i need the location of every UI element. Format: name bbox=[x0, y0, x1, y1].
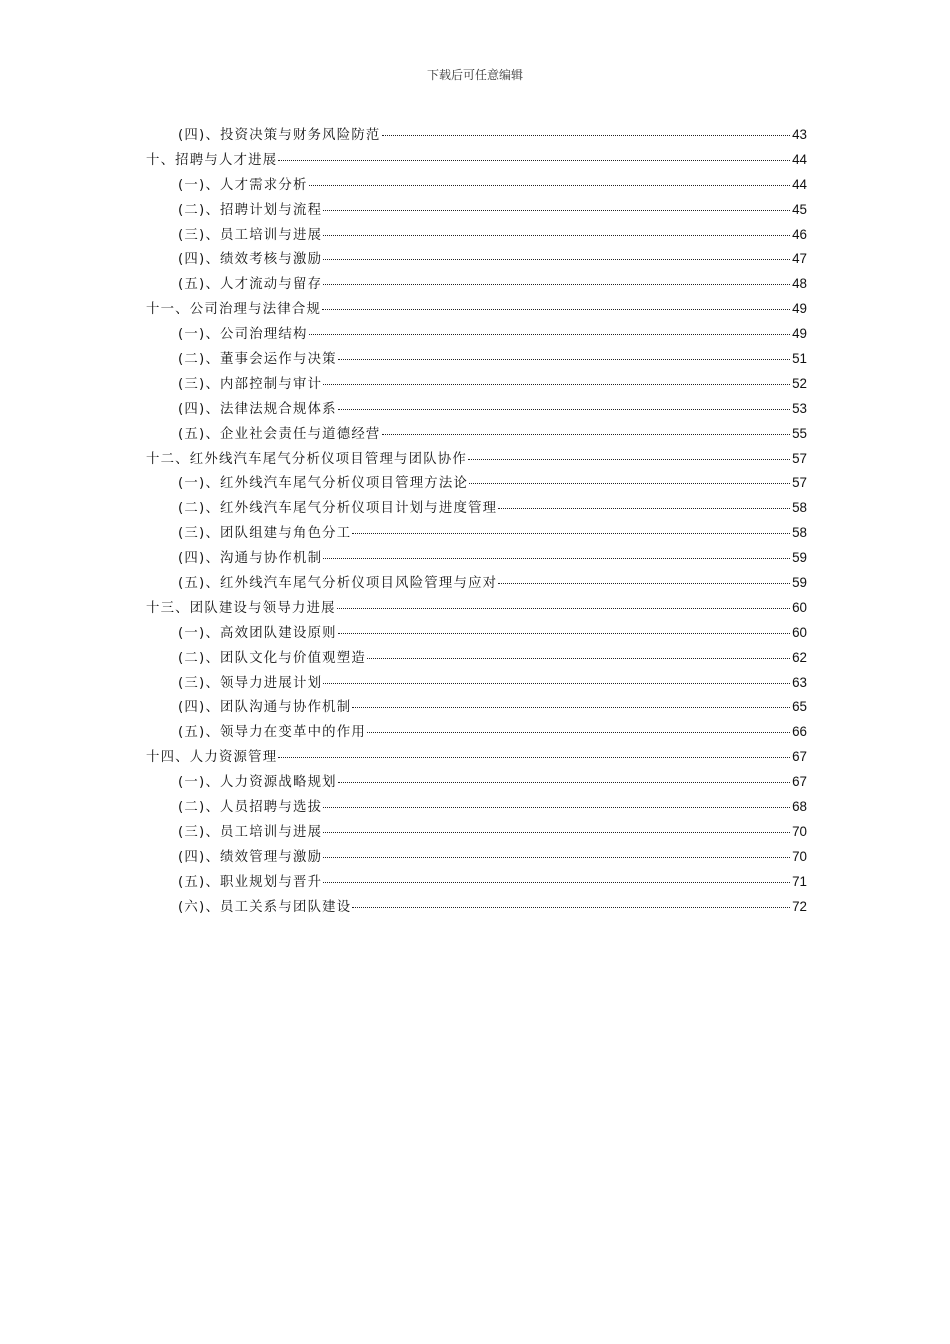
toc-dot-leader bbox=[338, 782, 790, 783]
toc-dot-leader bbox=[337, 608, 790, 609]
toc-entry[interactable] bbox=[146, 796, 807, 821]
toc-entry-page: 67 bbox=[792, 774, 807, 790]
toc-entry-page: 60 bbox=[792, 624, 807, 640]
toc-entry[interactable] bbox=[146, 149, 807, 174]
toc-entry-title: (一)、公司治理结构 bbox=[178, 327, 308, 343]
toc-entry[interactable] bbox=[146, 821, 807, 846]
toc-entry-page: 66 bbox=[792, 724, 807, 740]
toc-entry[interactable] bbox=[146, 199, 807, 224]
toc-entry-page: 44 bbox=[792, 151, 807, 167]
toc-entry-title: 十二、红外线汽车尾气分析仪项目管理与团队协作 bbox=[146, 451, 467, 467]
toc-entry[interactable] bbox=[146, 721, 807, 746]
toc-entry-page: 68 bbox=[792, 799, 807, 815]
toc-entry-title: (六)、员工关系与团队建设 bbox=[178, 899, 352, 915]
toc-entry-title: 十、招聘与人才进展 bbox=[146, 152, 278, 168]
toc-dot-leader bbox=[367, 732, 790, 733]
toc-dot-leader bbox=[382, 135, 791, 136]
toc-entry-title: (四)、法律法规合规体系 bbox=[178, 401, 337, 417]
toc-entry-page: 53 bbox=[792, 400, 807, 416]
toc-entry[interactable] bbox=[146, 248, 807, 273]
toc-dot-leader bbox=[498, 583, 790, 584]
table-of-contents bbox=[146, 124, 807, 921]
toc-entry-page: 65 bbox=[792, 699, 807, 715]
toc-dot-leader bbox=[309, 334, 791, 335]
toc-entry-title: (一)、红外线汽车尾气分析仪项目管理方法论 bbox=[178, 476, 469, 492]
toc-entry-page: 44 bbox=[792, 176, 807, 192]
toc-entry-page: 43 bbox=[792, 127, 807, 142]
toc-entry[interactable] bbox=[146, 124, 807, 149]
toc-entry-title: (五)、人才流动与留存 bbox=[178, 277, 323, 293]
toc-entry-page: 58 bbox=[792, 525, 807, 541]
toc-dot-leader bbox=[323, 857, 790, 858]
toc-entry[interactable] bbox=[146, 672, 807, 697]
toc-entry-page: 46 bbox=[792, 226, 807, 242]
toc-entry[interactable] bbox=[146, 273, 807, 298]
toc-dot-leader bbox=[323, 558, 790, 559]
toc-entry[interactable] bbox=[146, 846, 807, 871]
toc-entry[interactable] bbox=[146, 771, 807, 796]
toc-dot-leader bbox=[278, 757, 790, 758]
toc-entry-page: 71 bbox=[792, 873, 807, 889]
toc-dot-leader bbox=[323, 284, 790, 285]
toc-dot-leader bbox=[309, 185, 791, 186]
toc-entry[interactable] bbox=[146, 348, 807, 373]
toc-entry-title: (五)、红外线汽车尾气分析仪项目风险管理与应对 bbox=[178, 576, 498, 592]
toc-entry-title: 十四、人力资源管理 bbox=[146, 750, 278, 766]
toc-entry-page: 70 bbox=[792, 848, 807, 864]
toc-entry-title: (二)、红外线汽车尾气分析仪项目计划与进度管理 bbox=[178, 501, 498, 517]
toc-entry-title: (一)、人才需求分析 bbox=[178, 177, 308, 193]
toc-dot-leader bbox=[338, 633, 790, 634]
toc-dot-leader bbox=[338, 359, 790, 360]
toc-entry-page: 63 bbox=[792, 674, 807, 690]
toc-entry-title: (三)、内部控制与审计 bbox=[178, 376, 323, 392]
toc-entry-title: 十三、团队建设与领导力进展 bbox=[146, 600, 336, 616]
toc-entry-page: 49 bbox=[792, 326, 807, 342]
toc-dot-leader bbox=[338, 409, 790, 410]
toc-entry[interactable] bbox=[146, 572, 807, 597]
toc-dot-leader bbox=[469, 483, 790, 484]
toc-entry[interactable] bbox=[146, 472, 807, 497]
toc-dot-leader bbox=[322, 309, 790, 310]
toc-dot-leader bbox=[323, 882, 790, 883]
toc-entry[interactable] bbox=[146, 547, 807, 572]
toc-entry-title: (三)、员工培训与进展 bbox=[178, 227, 323, 243]
toc-entry-title: (三)、领导力进展计划 bbox=[178, 675, 323, 691]
toc-entry-page: 72 bbox=[792, 898, 807, 914]
toc-entry[interactable] bbox=[146, 373, 807, 398]
toc-entry-title: (三)、团队组建与角色分工 bbox=[178, 526, 352, 542]
toc-entry-title: (四)、投资决策与财务风险防范 bbox=[178, 128, 381, 143]
toc-entry-page: 48 bbox=[792, 276, 807, 292]
toc-entry-title: (五)、职业规划与晋升 bbox=[178, 874, 323, 890]
toc-dot-leader bbox=[323, 259, 790, 260]
toc-dot-leader bbox=[367, 658, 790, 659]
toc-dot-leader bbox=[323, 807, 790, 808]
toc-entry-title: (四)、团队沟通与协作机制 bbox=[178, 700, 352, 716]
toc-entry-page: 45 bbox=[792, 201, 807, 217]
toc-entry[interactable] bbox=[146, 597, 807, 622]
toc-entry-title: (五)、企业社会责任与道德经营 bbox=[178, 426, 381, 442]
toc-entry[interactable] bbox=[146, 448, 807, 473]
toc-entry-title: (二)、招聘计划与流程 bbox=[178, 202, 323, 218]
toc-dot-leader bbox=[352, 533, 790, 534]
toc-entry-title: (一)、高效团队建设原则 bbox=[178, 625, 337, 641]
toc-dot-leader bbox=[278, 160, 790, 161]
toc-dot-leader bbox=[323, 235, 790, 236]
toc-entry[interactable] bbox=[146, 696, 807, 721]
toc-entry[interactable] bbox=[146, 647, 807, 672]
toc-dot-leader bbox=[323, 683, 790, 684]
toc-entry[interactable] bbox=[146, 746, 807, 771]
toc-entry-title: (一)、人力资源战略规划 bbox=[178, 775, 337, 791]
toc-entry-page: 67 bbox=[792, 749, 807, 765]
toc-dot-leader bbox=[498, 508, 790, 509]
toc-dot-leader bbox=[323, 210, 790, 211]
toc-entry[interactable] bbox=[146, 323, 807, 348]
toc-entry-page: 57 bbox=[792, 450, 807, 466]
toc-entry-page: 70 bbox=[792, 823, 807, 839]
toc-dot-leader bbox=[352, 707, 790, 708]
toc-entry-page: 62 bbox=[792, 649, 807, 665]
toc-entry[interactable] bbox=[146, 497, 807, 522]
toc-entry[interactable] bbox=[146, 896, 807, 921]
toc-entry-title: (四)、绩效管理与激励 bbox=[178, 849, 323, 865]
toc-entry-page: 60 bbox=[792, 599, 807, 615]
toc-entry[interactable] bbox=[146, 522, 807, 547]
toc-entry-page: 52 bbox=[792, 375, 807, 391]
toc-entry-page: 47 bbox=[792, 251, 807, 267]
toc-dot-leader bbox=[323, 384, 790, 385]
toc-dot-leader bbox=[352, 907, 790, 908]
toc-entry-page: 55 bbox=[792, 425, 807, 441]
toc-dot-leader bbox=[323, 832, 790, 833]
toc-dot-leader bbox=[468, 459, 790, 460]
toc-entry-title: (五)、领导力在变革中的作用 bbox=[178, 725, 366, 741]
toc-entry[interactable] bbox=[146, 398, 807, 423]
toc-entry-page: 59 bbox=[792, 550, 807, 566]
toc-entry-title: (四)、绩效考核与激励 bbox=[178, 252, 323, 268]
toc-entry[interactable] bbox=[146, 174, 807, 199]
toc-entry-title: (二)、董事会运作与决策 bbox=[178, 352, 337, 368]
toc-entry-title: (二)、团队文化与价值观塑造 bbox=[178, 650, 366, 666]
toc-entry-title: (二)、人员招聘与选拔 bbox=[178, 800, 323, 816]
toc-entry-page: 58 bbox=[792, 500, 807, 516]
toc-entry-title: (三)、员工培训与进展 bbox=[178, 824, 323, 840]
toc-entry[interactable] bbox=[146, 423, 807, 448]
toc-entry-title: (四)、沟通与协作机制 bbox=[178, 551, 323, 567]
toc-entry-page: 59 bbox=[792, 575, 807, 591]
toc-dot-leader bbox=[382, 434, 791, 435]
page-header: 下载后可任意编辑 bbox=[426, 68, 523, 82]
toc-entry[interactable] bbox=[146, 298, 807, 323]
toc-entry-title: 十一、公司治理与法律合规 bbox=[146, 302, 322, 318]
toc-entry-page: 57 bbox=[792, 475, 807, 491]
toc-entry-page: 49 bbox=[792, 301, 807, 317]
toc-entry[interactable] bbox=[146, 622, 807, 647]
toc-entry[interactable] bbox=[146, 871, 807, 896]
toc-entry[interactable] bbox=[146, 224, 807, 249]
toc-entry-page: 51 bbox=[792, 351, 807, 367]
